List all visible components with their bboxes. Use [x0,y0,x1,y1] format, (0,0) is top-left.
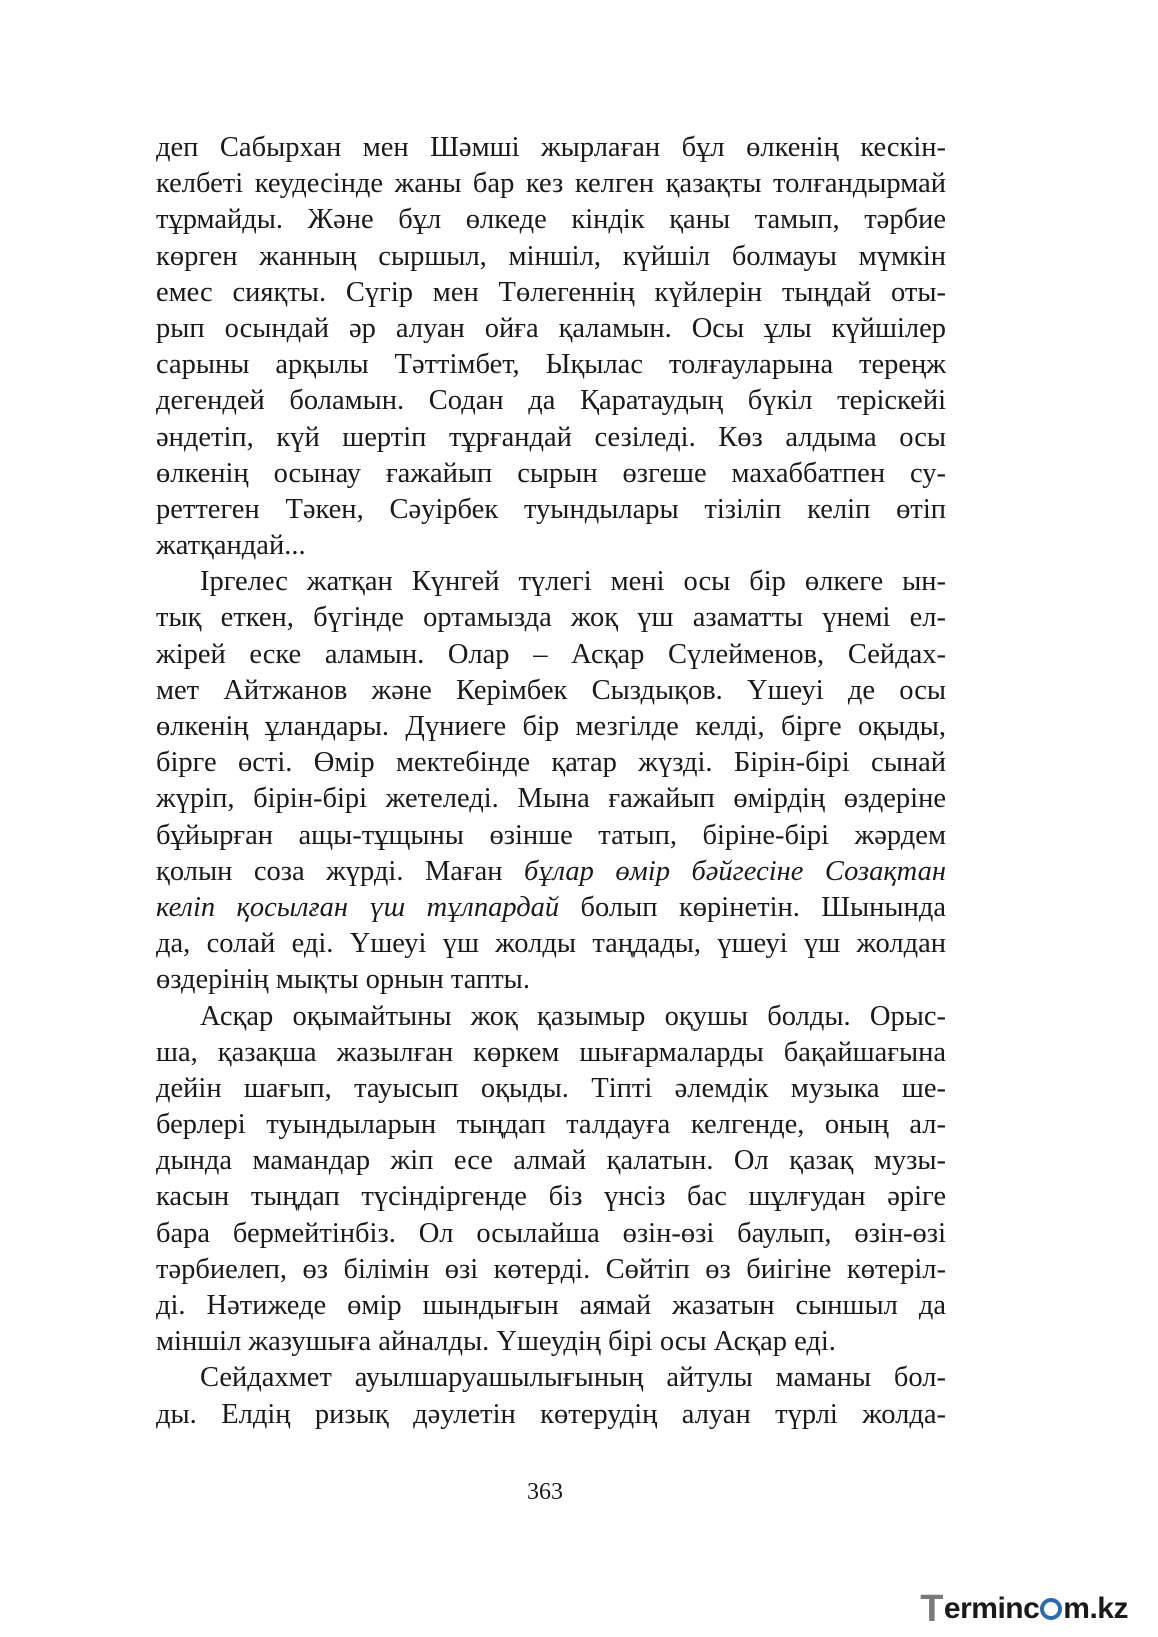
text-line: Асқар оқымайтыны жоқ қазымыр оқушы болды. Орыс- [200,1000,946,1032]
text-line: касын тыңдап түсіндіргенде біз үнсіз бас шұлғудан әріге [156,1181,946,1213]
termincom-watermark [920,1587,1128,1630]
text-line: ды. Елдің ризық дәулетін көтерудің алуан түрлі жолда- [156,1398,946,1430]
text-line: берлері туындыларын тыңдап талдауға келгенде, оның ал- [156,1109,946,1141]
text-line: дейін шағып, тауысып оқыды. Тіпті әлемдік музыка ше- [156,1072,946,1104]
paragraph-3 [156,999,946,1361]
italic-run: бұлар өмір бәйгесіне Созақтан [524,855,946,887]
text-line: келбеті кеудесінде жаны бар кез келген қазақты толғандырмай [156,168,946,200]
text-run: қолын соза жүрді. Маған [156,855,525,887]
text-line: тұрмайды. Және бұл өлкеде кіндік қаны тамып, тәрбие [156,204,946,236]
paragraph-4 [156,1360,946,1432]
circle-o-icon [1040,1598,1062,1620]
text-line: бірге өсті. Өмір мектебінде қатар жүзді. Бірін-бірі сынай [156,747,946,779]
text-line: жатқандай... [156,530,306,562]
text-line: міншіл жазушыға айналды. Үшеудің бірі осы Асқар еді. [156,1326,836,1358]
text-line: өздерінің мықты орнын тапты. [156,964,530,996]
watermark-text: ermin [943,1592,1024,1625]
text-line: бара бермейтінбіз. Ол осылайша өзін-өзі баулып, өзін-өзі [156,1217,946,1249]
text-line: тық еткен, бүгінде ортамызда жоқ үш азаматты үнемі ел- [156,602,946,634]
paragraph-2 [156,564,946,998]
text-line: көрген жанның сыршыл, міншіл, күйшіл болмауы мүмкін [156,240,946,272]
text-line: да, солай еді. Үшеуі үш жолды таңдады, үшеуі үш жолдан [156,928,946,960]
text-line: дында мамандар жіп есе алмай қалатын. Ол қазақ музы- [156,1145,946,1177]
text-run: болып көрінетін. Шынында [559,891,946,923]
text-line: өлкенің осынау ғажайып сырын өзгеше махаббатпен су- [156,457,946,489]
text-line: Іргелес жатқан Күнгей түлегі мені осы бір өлкеге ын- [200,566,946,598]
text-line: әндетіп, күй шертіп тұрғандай сезіледі. Көз алдыма осы [156,421,946,453]
text-line: жүріп, бірін-бірі жетеледі. Мына ғажайып өмірдің өздеріне [156,783,946,815]
text-line: бұйырған ащы-тұщыны өзінше татып, біріне-бірі жәрдем [156,819,946,851]
text-line: дегендей боламын. Содан да Қаратаудың бүкіл теріскейі [156,385,946,417]
text-line: ді. Нәтижеде өмір шындығын аямай жазатын сыншыл да [156,1290,946,1321]
text-line [156,890,946,926]
text-line: Сейдахмет ауылшаруашылығының айтулы маманы бол- [200,1362,946,1394]
page-body [156,130,946,1433]
page-number: 363 [527,1479,563,1505]
text-line: сарыны арқылы Тәттімбет, Ықылас толғауларына тереңж [156,349,946,381]
text-line: рып осындай әр алуан ойға қаламын. Осы ұлы күйшілер [156,312,946,344]
text-line: ша, қазақша жазылған көркем шығармаларды бақайшағына [156,1036,946,1068]
watermark-text: c [1023,1592,1040,1625]
text-line: өлкенің ұландары. Дүниеге бір мезгілде келді, бірге оқыды, [156,711,946,742]
text-line: реттеген Тәкен, Сәуірбек туындылары тізіліп келіп өтіп [156,493,946,525]
text-line: емес сияқты. Сүгір мен Төлегеннің күйлерін тыңдай оты- [156,276,946,308]
text-line: жірей еске аламын. Олар – Асқар Сүлейменов, Сейдах- [156,638,946,670]
italic-run: келіп қосылған үш тұлпардай [156,891,560,923]
text-line: мет Айтжанов және Керімбек Сыздықов. Үшеуі де осы [156,674,946,706]
text-line [156,854,946,890]
watermark-text: m.kz [1063,1592,1128,1625]
paragraph-1 [156,130,946,564]
watermark-letter-t: T [920,1587,943,1630]
text-line: деп Сабырхан мен Шәмші жырлаған бұл өлкенің кескін- [156,132,946,163]
text-line: тәрбиелеп, өз білімін өзі көтерді. Сөйтіп өз биігіне көтеріл- [156,1253,946,1285]
